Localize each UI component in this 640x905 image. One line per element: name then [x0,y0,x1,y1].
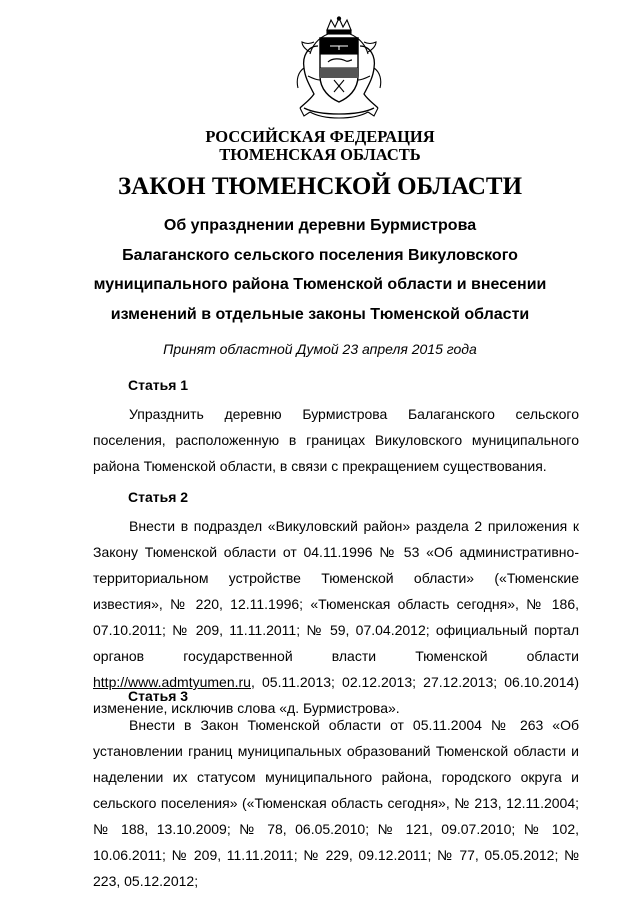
adoption-note: Принят областной Думой 23 апреля 2015 года [163,341,477,357]
federation-heading: РОССИЙСКАЯ ФЕДЕРАЦИЯ [205,127,435,146]
law-subject [0,211,640,329]
admtyumen-link[interactable]: http://www.admtyumen.ru [93,674,251,690]
subject-line: Балаганского сельского поселения Викуловского [122,246,518,264]
article-text: Внести в подраздел «Викуловский район» раздела 2 приложения к Закону Тюменской области от 04.11.1996 № 53 «Об административно-территориальном устройстве Тюменской области» («Тюменские известия», № 220, 12.11.1996; «Тюменская область сегодня», № 186, 07.10.2011; № 209, 11.11.2011; № 59, 07.04.2012; официальный портал органов государственной власти Тюменской области http://www.admtyumen.ru, 05.11.2013; 02.12.2013; 27.12.2013; 06.10.2014) изменение, исключив слова «д. Бурмистрова». [93,518,579,716]
coat-of-arms-emblem [290,16,388,126]
article-heading: Статья 1 [128,377,189,393]
region-heading: ТЮМЕНСКАЯ ОБЛАСТЬ [219,145,421,164]
article-heading: Статья 3 [128,688,189,704]
article-3 [93,686,579,894]
subject-line: изменений в отдельные законы Тюменской области [110,305,530,323]
article-1 [93,375,579,479]
article-heading: Статья 2 [128,489,189,505]
article-text: Внести в Закон Тюменской области от 05.11.2004 № 263 «Об установлении границ муниципальных образований Тюменской области и наделении их статусом муниципального района, городского округа и сельского поселения» («Тюменская область сегодня», № 213, 12.11.2004; № 188, 13.10.2009; № 78, 06.05.2010; № 121, 09.07.2010; № 102, 10.06.2011; № 209, 11.11.2011; № 229, 09.12.2011; № 77, 05.05.2012; № 223, 05.12.2012; [93,717,579,889]
article-text: Упразднить деревню Бурмистрова Балаганского сельского поселения, расположенную в границах Викуловского муниципального района Тюменской области, в связи с прекращением существования. [93,406,579,474]
subject-line: Об упразднении деревни Бурмистрова [163,217,477,234]
subject-line: муниципального района Тюменской области и внесении [93,276,547,293]
law-title: ЗАКОН ТЮМЕНСКОЙ ОБЛАСТИ [117,173,523,200]
